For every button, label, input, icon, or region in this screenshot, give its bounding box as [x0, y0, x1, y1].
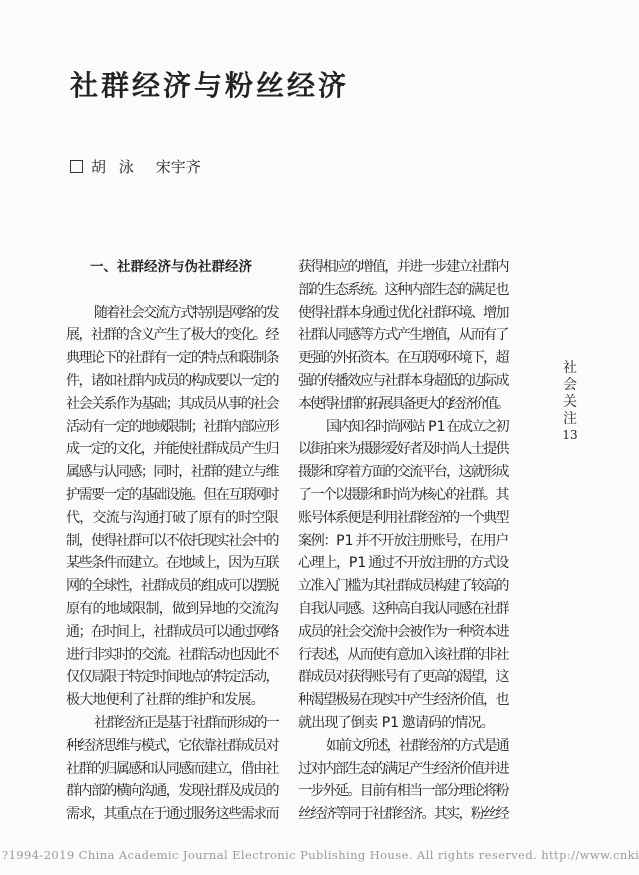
text-line: 账号体系便是利用社群经济的一个典型 [298, 509, 510, 526]
text-line: 以街拍来为摄影爱好者及时尚人士提供 [298, 441, 510, 458]
text-line: 通；在时间上，社群成员可以通过网络 [66, 623, 280, 640]
text-line: 一步外延。目前有相当一部分理论将粉 [298, 783, 510, 800]
text-line: 极大地便利了社群的维护和发展。 [66, 692, 265, 709]
text-line: 丝经济等同于社群经济。其实，粉丝经 [298, 806, 510, 823]
text-line: 种经济思维与模式，它依靠社群成员对 [66, 737, 280, 754]
text-line: 代，交流与沟通打破了原有的时空限 [66, 509, 279, 526]
text-line: 行表述，从而使有意加入该社群的非社 [298, 646, 510, 663]
text-line: 社群的归属感和认同感而建立，借由社 [66, 760, 280, 777]
text-line: 更强的外拓资本。在互联网环境下，超 [298, 350, 510, 367]
text-line: 过对内部生态的满足产生经济价值并进 [298, 760, 510, 777]
text-line: 部的生态系统。这种内部生态的满足也 [298, 281, 510, 298]
section-sidebar-label: 社 会 关 注 [563, 360, 577, 427]
text-line: 社会关系作为基础；其成员从事的社会 [66, 395, 280, 412]
text-line: 如前文所述，社群经济的方式是通 [326, 737, 510, 754]
text-line: 使得社群本身通过优化社群环境、增加 [298, 304, 510, 321]
text-line: 立准入门槛为其社群成员构建了较高的 [298, 578, 510, 595]
text-line: 护需要一定的基础设施。但在互联网时 [66, 486, 280, 503]
text-line: 成员的社会交流中会被作为一种资本进 [298, 623, 510, 640]
text-line: 群成员对获得账号有了更高的渴望，这 [298, 669, 510, 686]
text-line: 制，使得社群可以不依托现实社会中的 [66, 532, 280, 549]
text-line: 随着社会交流方式特别是网络的发 [94, 304, 280, 321]
author-name: 胡 泳 [91, 158, 138, 176]
article-title: 社群经济与粉丝经济 [70, 69, 350, 102]
text-line: 仅仅局限于特定时间地点的特定活动， [66, 669, 280, 686]
author-name: 宋宇齐 [155, 158, 201, 176]
text-line: 种渴望极易在现实中产生经济价值，也 [298, 692, 510, 709]
text-line: 网的全球性，社群成员的组成可以摆脱 [66, 578, 280, 595]
text-line: 需求，其重点在于通过服务这些需求而 [66, 806, 280, 823]
text-line: 国内知名时尚网站 P1在成立之初 [326, 418, 510, 435]
text-line: 自我认同感。这种高自我认同感在社群 [298, 600, 510, 617]
text-line: 某些条件而建立。在地域上，因为互联 [66, 555, 280, 572]
text-line: 强的传播效应与社群本身超低的边际成 [298, 372, 510, 389]
text-line: 摄影和穿着方面的交流平台，这就形成 [298, 464, 510, 481]
text-line: 社群认同感等方式产生增值，从而有了 [298, 327, 510, 344]
text-line: 成一定的文化，并能使社群成员产生归 [66, 441, 280, 458]
text-line: 就出现了倒卖 P1 邀请码的情况。 [298, 714, 495, 731]
text-line: 属感与认同感；同时，社群的建立与维 [66, 464, 280, 481]
text-line: 活动有一定的地域限制；社群内部应形 [66, 418, 280, 435]
text-line: 典理论下的社群有一定的特点和限制条 [66, 350, 280, 367]
text-line: 原有的地域限制，做到异地的交流沟 [66, 600, 279, 617]
text-line: 获得相应的增值，并进一步建立社群内 [298, 259, 510, 275]
text-line: 本使得社群的拓展具备更大的经济价值。 [298, 395, 511, 412]
byline [70, 156, 201, 178]
section-heading: 一、社群经济与伪社群经济 [90, 259, 252, 275]
text-line: 进行非实时的交流。社群活动也因此不 [66, 646, 280, 663]
square-bullet-icon [70, 160, 83, 173]
text-line: 了一个以摄影和时尚为核心的社群。其 [298, 486, 510, 503]
text-line: 展，社群的含义产生了极大的变化。经 [66, 327, 280, 344]
text-line: 群内部的横向沟通，发现社群及成员的 [66, 783, 280, 800]
text-line: 心理上，P1 通过不开放注册的方式设 [298, 555, 510, 572]
text-line: 件，诸如社群内成员的构成要以一定的 [66, 372, 280, 389]
left-column [66, 256, 278, 826]
right-column [298, 256, 511, 826]
page-number: 13 [562, 428, 578, 442]
copyright-footer: ?1994-2019 China Academic Journal Electronic Publishing House. All rights reserved. http://www.cnki [2, 848, 639, 862]
text-line: 案例：P1 并不开放注册账号，在用户 [298, 532, 510, 549]
text-line: 社群经济正是基于社群而形成的一 [94, 714, 280, 731]
